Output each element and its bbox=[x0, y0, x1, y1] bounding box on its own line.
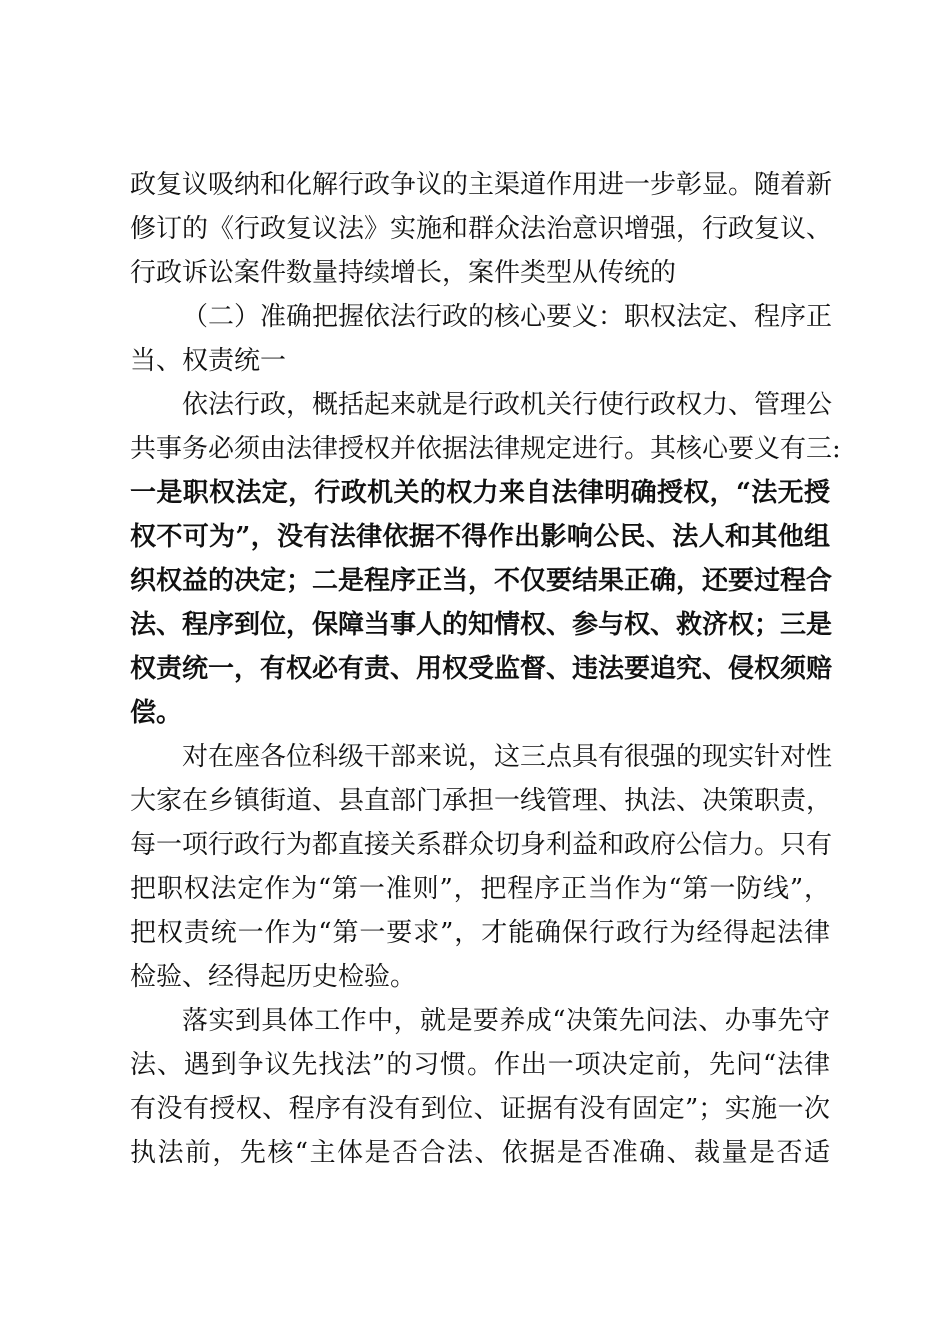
text-line: 法、遇到争议先找法”的习惯。作出一项决定前，先问“法律 bbox=[130, 1050, 830, 1080]
text-line: 落实到具体工作中，就是要养成“决策先问法、办事先守 bbox=[182, 1006, 830, 1036]
bold-paragraph bbox=[130, 471, 833, 735]
text-line: 修订的《行政复议法》实施和群众法治意识增强，行政复议、 bbox=[130, 214, 833, 244]
text-line: 织权益的决定；二是程序正当，不仅要结果正确，还要过程合 bbox=[130, 566, 833, 596]
text-line: 有没有授权、程序有没有到位、证据有没有固定”；实施一次 bbox=[130, 1094, 830, 1124]
text-line: 当、权责统一 bbox=[130, 346, 287, 376]
document-page bbox=[130, 163, 841, 1175]
text-line: 共事务必须由法律授权并依据法律规定进行。其核心要义有三: bbox=[130, 434, 841, 464]
text-line: 行政诉讼案件数量持续增长，案件类型从传统的 bbox=[130, 258, 677, 288]
text-line: 大家在乡镇街道、县直部门承担一线管理、执法、决策职责， bbox=[130, 786, 833, 816]
text-line: 依法行政，概括起来就是行政机关行使行政权力、管理公 bbox=[182, 390, 833, 420]
text-line: 检验、经得起历史检验。 bbox=[130, 962, 417, 992]
text-line: （二）准确把握依法行政的核心要义：职权法定、程序正 bbox=[182, 302, 833, 332]
text-line: 权责统一，有权必有责、用权受监督、违法要追究、侵权须赔 bbox=[130, 654, 833, 684]
paragraph-4 bbox=[130, 999, 830, 1175]
text-line: 把权责统一作为“第一要求”，才能确保行政行为经得起法律 bbox=[130, 918, 830, 948]
text-line: 一是职权法定，行政机关的权力来自法律明确授权，“法无授 bbox=[130, 478, 830, 508]
text-line: 偿。 bbox=[130, 698, 183, 728]
text-line: 对在座各位科级干部来说，这三点具有很强的现实针对性 bbox=[182, 742, 833, 772]
paragraph-2 bbox=[130, 383, 841, 471]
text-line: 执法前，先核“主体是否合法、依据是否准确、裁量是否适 bbox=[130, 1138, 830, 1168]
section-heading bbox=[130, 295, 833, 383]
paragraph-1 bbox=[130, 163, 833, 295]
text-line: 每一项行政行为都直接关系群众切身利益和政府公信力。只有 bbox=[130, 830, 833, 860]
text-line: 法、程序到位，保障当事人的知情权、参与权、救济权；三是 bbox=[130, 610, 833, 640]
text-line: 政复议吸纳和化解行政争议的主渠道作用进一步彰显。随着新 bbox=[130, 170, 833, 200]
text-line: 把职权法定作为“第一准则”，把程序正当作为“第一防线”， bbox=[130, 874, 830, 904]
paragraph-3 bbox=[130, 735, 833, 999]
text-line: 权不可为”，没有法律依据不得作出影响公民、法人和其他组 bbox=[130, 522, 830, 552]
